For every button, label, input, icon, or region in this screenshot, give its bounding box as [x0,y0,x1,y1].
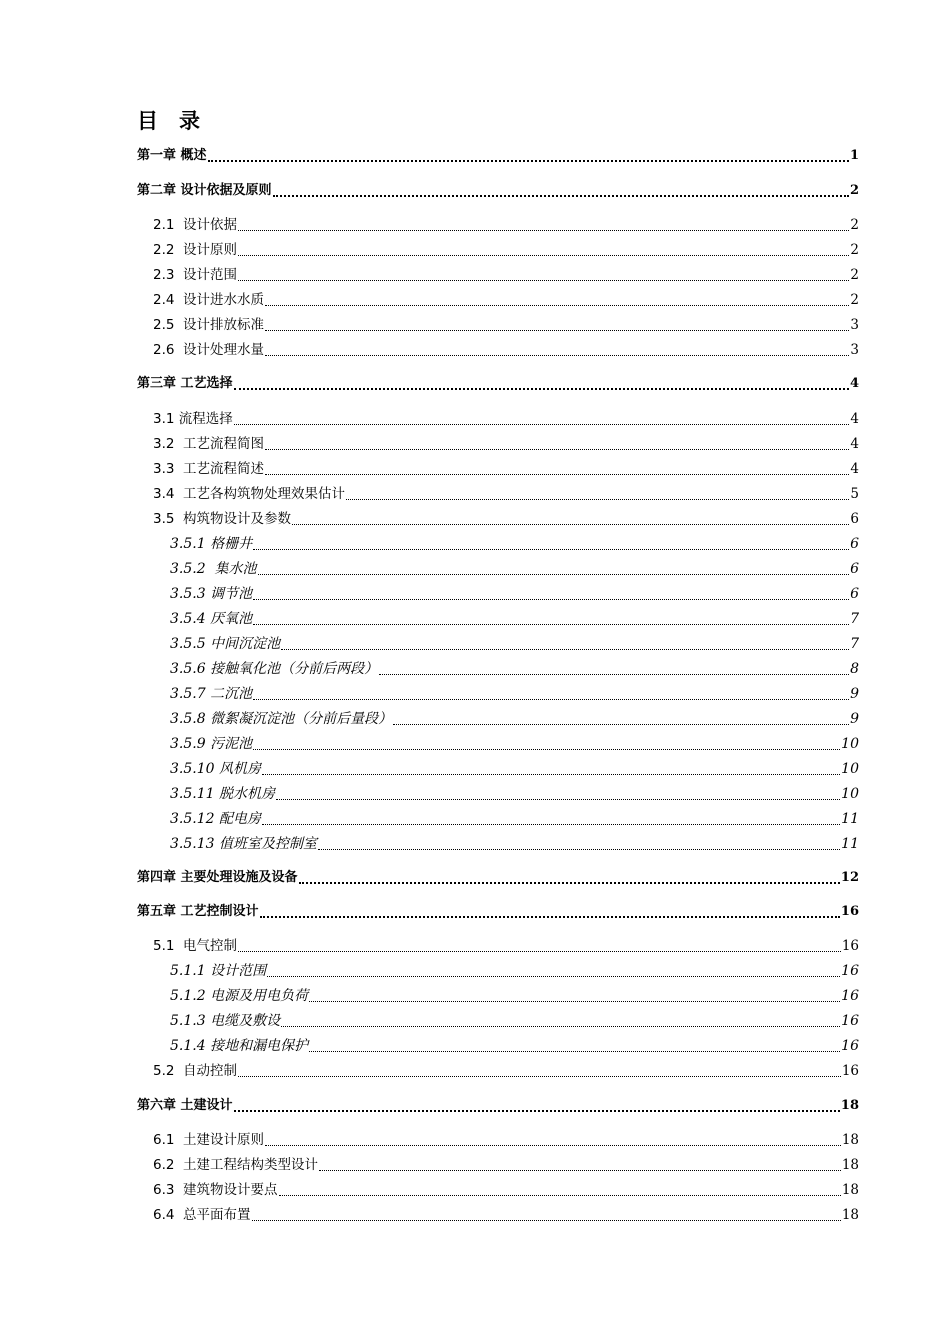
toc-entry-label: 6.3 建筑物设计要点 [153,1182,278,1198]
toc-entry[interactable] [137,902,859,922]
toc-entry-page-number: 18 [841,1157,859,1173]
toc-entry[interactable] [170,634,859,654]
toc-entry-label: 3.5.3 调节池 [170,586,253,602]
toc-entry[interactable] [170,659,859,679]
dot-leader [238,1076,841,1077]
toc-entry-label: 5.1.4 接地和漏电保护 [170,1038,309,1054]
toc-entry-page-number: 16 [841,1013,859,1029]
toc-entry-page-number: 4 [850,411,859,427]
toc-entry-page-number: 11 [841,811,859,827]
toc-entry-label: 3.2 工艺流程简图 [153,436,265,452]
toc-entry[interactable] [170,559,859,579]
toc-entry-page-number: 5 [850,486,859,502]
toc-entry[interactable] [153,409,859,429]
dot-leader [265,305,849,306]
toc-entry[interactable] [170,809,859,829]
toc-entry[interactable] [153,484,859,504]
dot-leader [393,724,849,725]
toc-entry-label: 5.1.3 电缆及敷设 [170,1013,281,1029]
toc-entry-page-number: 16 [841,963,859,979]
toc-entry[interactable] [153,315,859,335]
toc-entry-page-number: 6 [850,561,859,577]
toc-entry-label: 2.3 设计范围 [153,267,238,283]
toc-entry-label: 6.2 土建工程结构类型设计 [153,1157,319,1173]
toc-entry-page-number: 2 [850,217,859,233]
toc-entry-label: 5.1 电气控制 [153,938,238,954]
dot-leader [253,549,849,550]
dot-leader [262,824,840,825]
toc-entry[interactable] [153,265,859,285]
dot-leader [234,1110,840,1112]
dot-leader [258,574,850,575]
dot-leader [253,699,849,700]
dot-leader [252,1220,841,1221]
dot-leader [319,1170,841,1171]
dot-leader [238,255,849,256]
toc-entry[interactable] [153,459,859,479]
toc-entry-label: 第六章 土建设计 [137,1098,233,1113]
toc-entry-label: 2.2 设计原则 [153,242,238,258]
toc-entry-label: 3.5.7 二沉池 [170,686,253,702]
dot-leader [281,1026,840,1027]
toc-entry[interactable] [170,709,859,729]
toc-entry-label: 第五章 工艺控制设计 [137,904,259,919]
dot-leader [238,951,841,952]
toc-entry-label: 3.3 工艺流程简述 [153,461,265,477]
toc-entry-label: 3.5.2 集水池 [170,561,257,577]
toc-entry[interactable] [153,434,859,454]
toc-entry[interactable] [137,1096,859,1116]
dot-leader [292,524,849,525]
toc-entry-page-number: 2 [849,183,859,198]
toc-entry[interactable] [153,1061,859,1081]
toc-entry-label: 3.5.9 污泥池 [170,736,253,752]
toc-entry-page-number: 16 [841,938,859,954]
toc-entry-label: 3.5.12 配电房 [170,811,261,827]
toc-entry-page-number: 3 [850,342,859,358]
toc-entry[interactable] [170,734,859,754]
toc-entry-page-number: 2 [850,292,859,308]
toc-entry-label: 2.6 设计处理水量 [153,342,265,358]
dot-leader [281,649,849,650]
toc-entry-page-number: 10 [841,736,859,752]
dot-leader [253,749,840,750]
dot-leader [309,1001,840,1002]
toc-entry-page-number: 7 [850,636,859,652]
toc-entry-label: 6.1 土建设计原则 [153,1132,265,1148]
toc-entry-page-number: 18 [841,1132,859,1148]
toc-entry-page-number: 10 [841,786,859,802]
toc-entry-label: 2.1 设计依据 [153,217,238,233]
toc-entry[interactable] [170,759,859,779]
dot-leader [234,424,850,425]
toc-entry[interactable] [170,784,859,804]
dot-leader [299,882,840,884]
toc-entry-label: 3.5.11 脱水机房 [170,786,275,802]
toc-entry-page-number: 16 [841,988,859,1004]
toc-entry-page-number: 18 [841,1182,859,1198]
dot-leader [260,916,840,918]
toc-entry[interactable] [137,146,859,166]
toc-entry-label: 3.4 工艺各构筑物处理效果估计 [153,486,346,502]
dot-leader [265,474,849,475]
toc-entry-page-number: 11 [841,836,859,852]
toc-entry[interactable] [153,1130,859,1150]
toc-entry-label: 第三章 工艺选择 [137,376,233,391]
toc-entry-label: 3.5.1 格栅井 [170,536,253,552]
toc-entry[interactable] [170,1036,859,1056]
toc-entry-label: 3.5.6 接触氧化池（分前后两段） [170,661,379,677]
dot-leader [265,330,849,331]
toc-entry[interactable] [170,534,859,554]
toc-entry[interactable] [170,961,859,981]
toc-entry[interactable] [170,609,859,629]
dot-leader [273,195,849,197]
toc-entry-page-number: 18 [841,1207,859,1223]
toc-entry-label: 6.4 总平面布置 [153,1207,251,1223]
toc-entry-label: 3.5.13 值班室及控制室 [170,836,317,852]
toc-entry-page-number: 6 [850,586,859,602]
dot-leader [346,499,849,500]
toc-entry-page-number: 2 [850,267,859,283]
dot-leader [379,674,849,675]
dot-leader [276,799,840,800]
toc-entry-label: 第二章 设计依据及原则 [137,183,272,198]
toc-entry[interactable] [170,834,859,854]
toc-entry-page-number: 4 [850,436,859,452]
dot-leader [234,388,849,390]
toc-entry[interactable] [137,181,859,201]
toc-entry-page-number: 16 [841,1038,859,1054]
toc-entry-label: 3.1 流程选择 [153,411,233,427]
toc-entry[interactable] [170,684,859,704]
toc-entry-page-number: 4 [850,461,859,477]
toc-entry-page-number: 18 [840,1098,859,1113]
toc-entry-page-number: 12 [840,870,859,885]
toc-entry-label: 第一章 概述 [137,148,207,163]
toc-entry-label: 5.1.2 电源及用电负荷 [170,988,309,1004]
toc-entry[interactable] [153,1180,859,1200]
toc-entry-label: 5.2 自动控制 [153,1063,238,1079]
toc-entry[interactable] [153,1155,859,1175]
toc-entry-page-number: 7 [850,611,859,627]
toc-entry-label: 3.5 构筑物设计及参数 [153,511,292,527]
toc-title: 目 录 [137,109,200,133]
toc-entry-label: 5.1.1 设计范围 [170,963,267,979]
dot-leader [253,624,849,625]
toc-entry[interactable] [153,215,859,235]
toc-entry-label: 3.5.4 厌氧池 [170,611,253,627]
toc-entry[interactable] [153,340,859,360]
toc-entry[interactable] [153,509,859,529]
toc-entry-label: 3.5.8 微絮凝沉淀池（分前后量段） [170,711,393,727]
dot-leader [265,449,849,450]
toc-entry-page-number: 4 [849,376,859,391]
toc-entry-page-number: 2 [850,242,859,258]
toc-entry[interactable] [153,936,859,956]
dot-leader [262,774,840,775]
toc-entry-page-number: 10 [841,761,859,777]
toc-entry-page-number: 9 [850,686,859,702]
toc-entry-page-number: 6 [850,511,859,527]
toc-entry-page-number: 16 [840,904,859,919]
toc-entry-page-number: 1 [849,148,859,163]
toc-entry[interactable] [137,374,859,394]
toc-entry-page-number: 16 [841,1063,859,1079]
toc-entry-page-number: 6 [850,536,859,552]
toc-entry-page-number: 8 [850,661,859,677]
toc-entry-label: 2.5 设计排放标准 [153,317,265,333]
toc-entry[interactable] [137,868,859,888]
toc-entry-label: 3.5.10 风机房 [170,761,261,777]
toc-entry-label: 第四章 主要处理设施及设备 [137,870,298,885]
dot-leader [309,1051,840,1052]
dot-leader [265,355,849,356]
dot-leader [238,280,849,281]
toc-entry[interactable] [170,584,859,604]
toc-entry[interactable] [153,240,859,260]
toc-entry-label: 3.5.5 中间沉淀池 [170,636,281,652]
dot-leader [208,160,849,162]
toc-entry-page-number: 3 [850,317,859,333]
toc-entry[interactable] [153,290,859,310]
toc-entry-page-number: 9 [850,711,859,727]
toc-entry-label: 2.4 设计进水水质 [153,292,265,308]
dot-leader [265,1145,841,1146]
dot-leader [318,849,840,850]
dot-leader [279,1195,841,1196]
toc-entry[interactable] [170,1011,859,1031]
dot-leader [238,230,849,231]
toc-entry[interactable] [153,1205,859,1225]
dot-leader [253,599,849,600]
dot-leader [267,976,840,977]
toc-entry[interactable] [170,986,859,1006]
